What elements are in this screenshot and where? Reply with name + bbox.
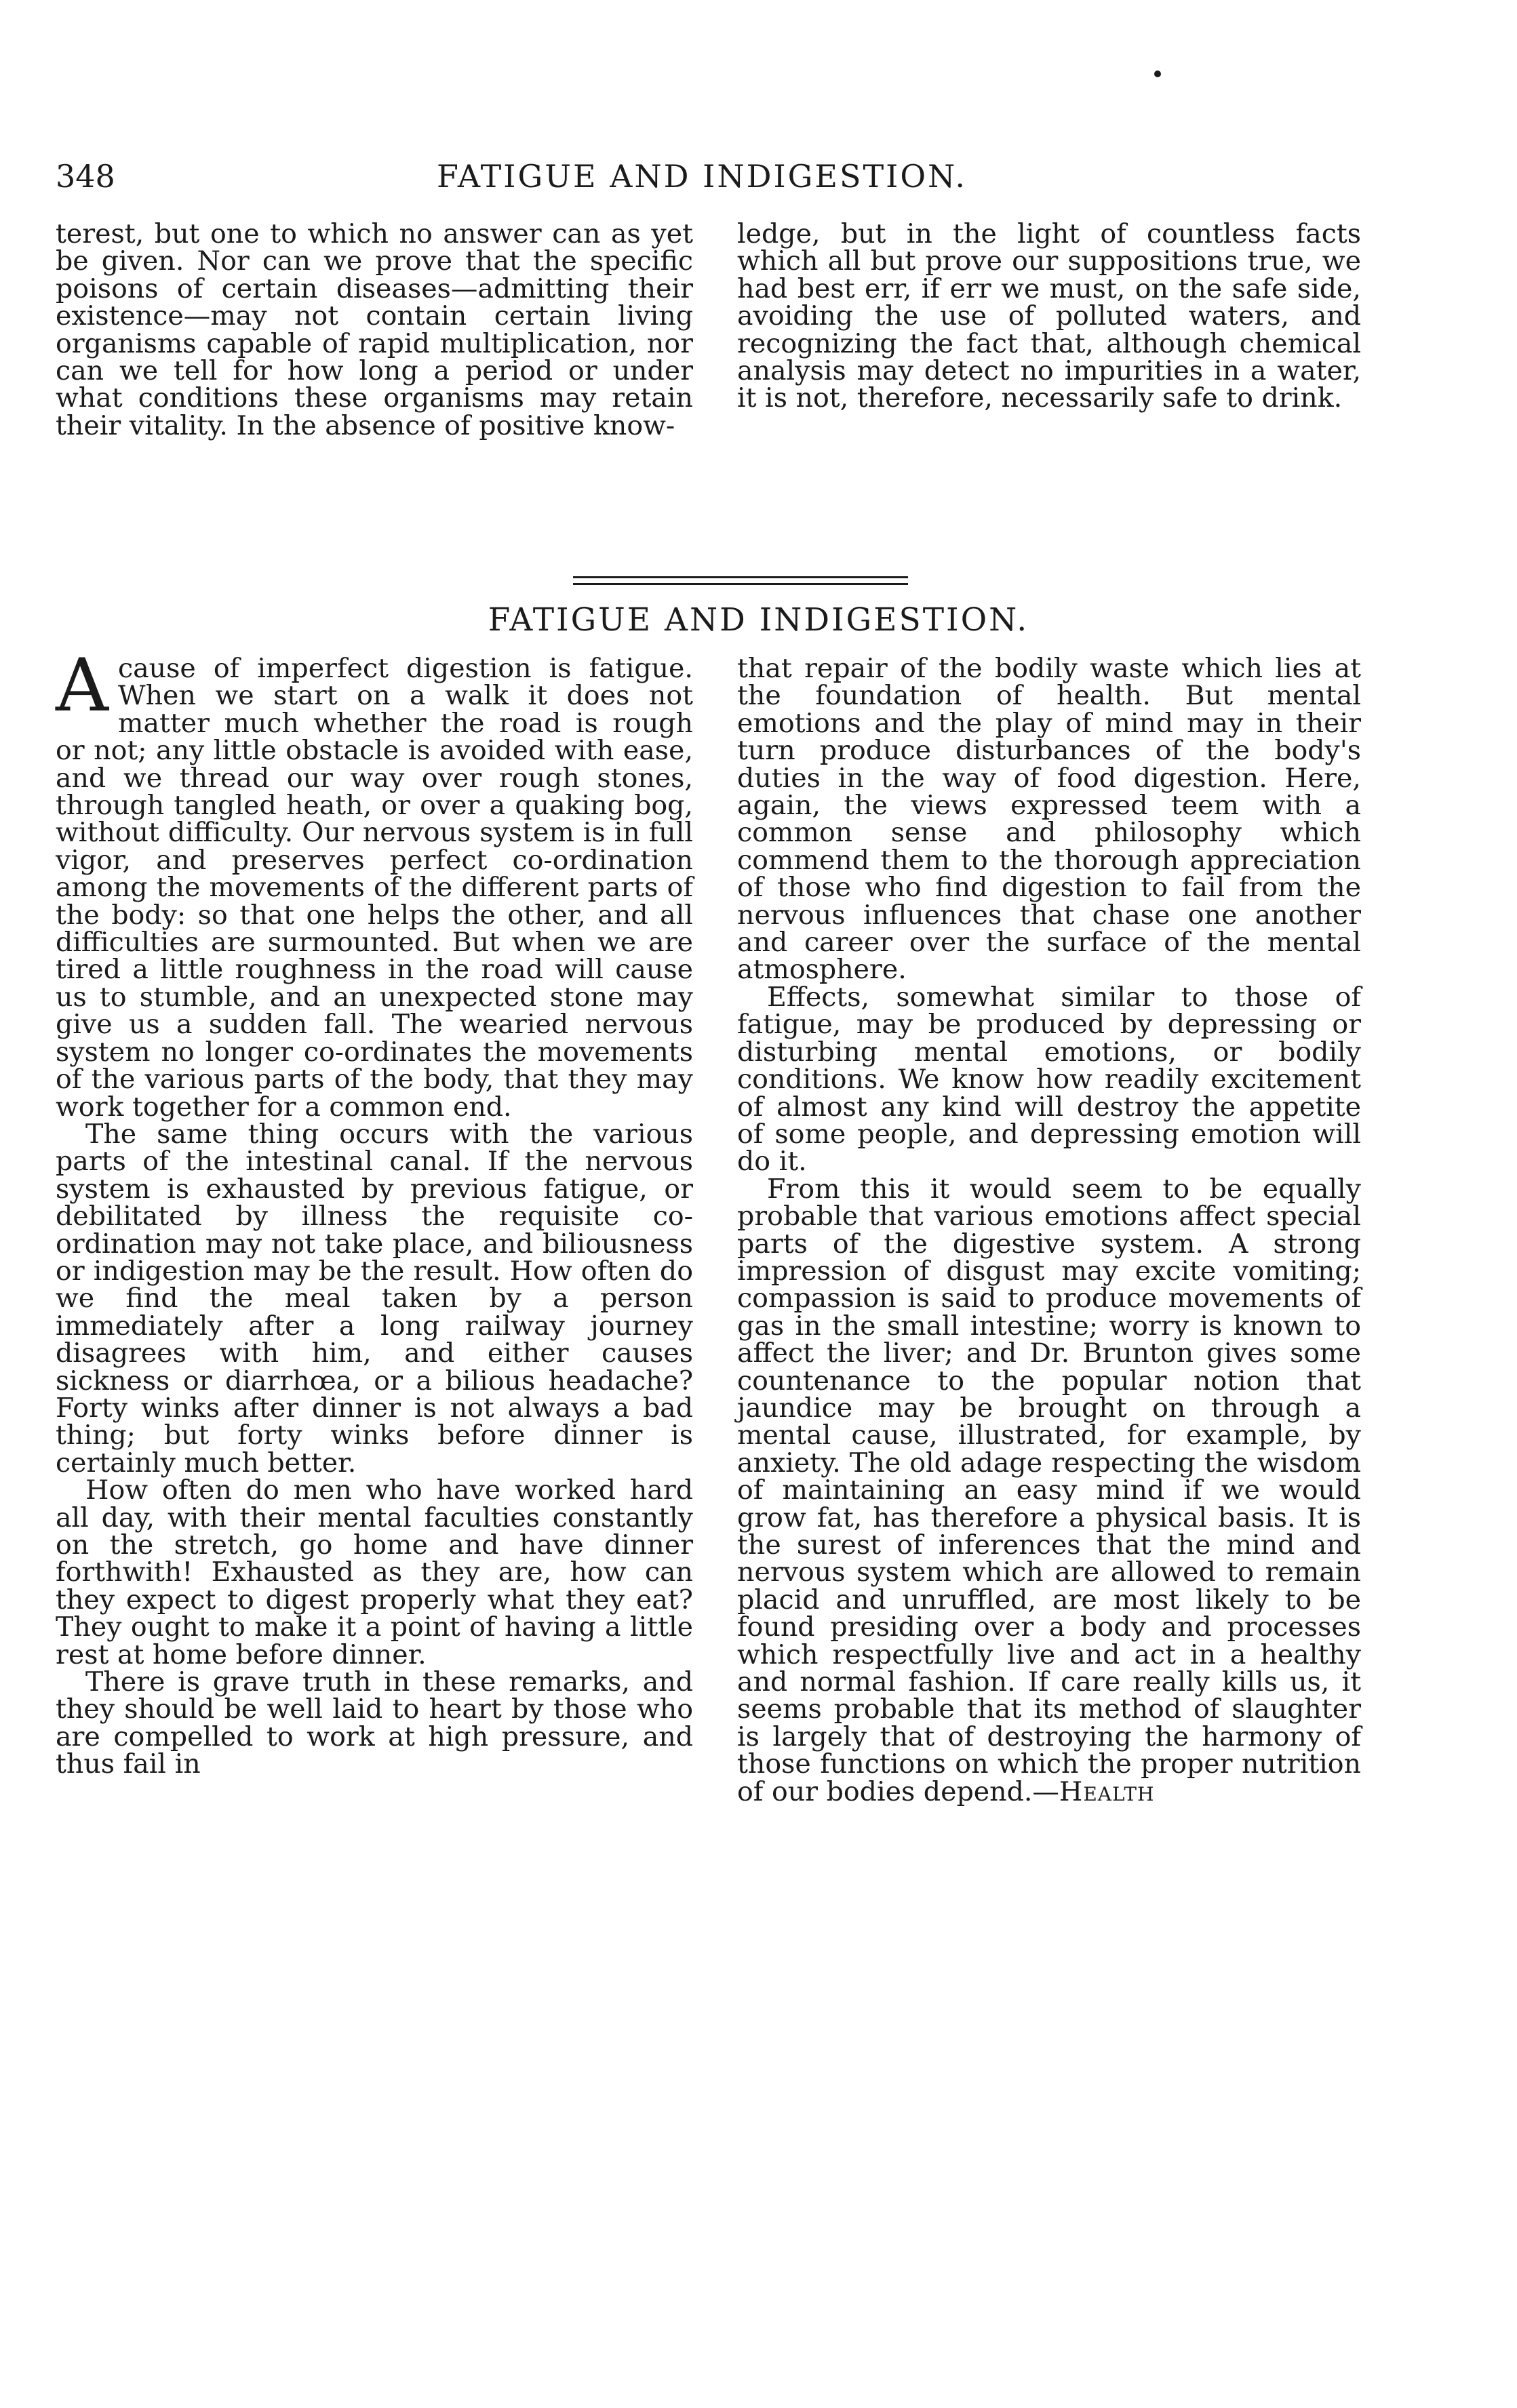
source-attribution: Health: [1059, 1775, 1155, 1807]
drop-cap: A: [56, 643, 109, 728]
article-paragraph: How often do men who have worked hard all day, with their mental faculties constantly on the stretch, go home and have dinner forthwith! Exhausted as they are, how can they expect to digest properly what they eat? They ought to make it a point of having a little rest at home before dinner.: [56, 1474, 693, 1670]
preceding-article-left-column: [56, 220, 693, 439]
running-header-title: FATIGUE AND INDIGESTION.: [437, 158, 967, 195]
article-left-column: [56, 643, 693, 1780]
article-paragraph: that repair of the bodily waste which lies at the foundation of health. But mental emotions and the play of mind may in their turn produce disturbances of the body's duties in the way of food digestion. Here, again, the views expressed teem with a common sense and philosophy which commend them to the thorough appreciation of those who find digestion to fail from the nervous influences that chase one another and career over the surface of the mental atmosphere.: [737, 653, 1361, 986]
ink-speck: [1154, 71, 1161, 77]
preceding-article-right-column: [737, 220, 1361, 412]
article-paragraph-text: cause of imperfect digestion is fatigue. When we start on a walk it does not matter much whether the road is rough or not; any little obstacle is avoided with ease, and we thread our way over rough stones, through tangled heath, or over a quaking bog, without difficulty. Our nervous system is in full vigor, and preserves perfect co-ordination among the movements of the different parts of the body: so that one helps the other, and all difficulties are surmounted. But when we are tired a little roughness in the road will cause us to stumble, and an unexpected stone may give us a sudden fall. The wearied nervous system no longer co-ordinates the movements of the various parts of the body, that they may work together for a common end.: [56, 653, 693, 1123]
preceding-article-text-right: ledge, but in the light of countless facts which all but prove our suppositions true, we had best err, if err we must, on the safe side, avoiding the use of polluted waters, and recognizing the fact that, although chemical analysis may detect no impurities in a water, it is not, therefore, necessarily safe to drink.: [737, 218, 1361, 414]
running-header: [56, 150, 1470, 202]
article-paragraph-text: From this it would seem to be equally probable that various emotions affect special parts of the digestive system. A strong impression of disgust may excite vomiting; compassion is said to produce movements of gas in the small intestine; worry is known to affect the liver; and Dr. Brunton gives some countenance to the popular notion that jaundice may be brought on through a mental cause, illustrated, for example, by anxiety. The old adage respecting the wisdom of maintaining an easy mind if we would grow fat, has therefore a physical basis. It is the surest of inferences that the mind and nervous system which are allowed to remain placid and unruffled, are most likely to be found presiding over a body and processes which respectfully live and act in a healthy and normal fashion. If care really kills us, it seems probable that its method of slaughter is largely that of destroying the harmony of those functions on which the proper nutrition of our bodies depend.—: [737, 1173, 1361, 1807]
page-number: 348: [56, 158, 115, 195]
article-paragraph: [737, 1173, 1361, 1807]
section-divider-rule: [573, 576, 908, 578]
section-divider-rule: [573, 583, 908, 585]
article-title: FATIGUE AND INDIGESTION.: [488, 601, 1029, 639]
preceding-article-text-left: terest, but one to which no answer can as yet be given. Nor can we prove that the specific poisons of certain diseases—admitting their existence—may not contain certain living organisms capable of rapid multiplication, nor can we tell for how long a period or under what conditions these organisms may retain their vitality. In the absence of positive know-: [56, 218, 693, 441]
article-paragraph: The same thing occurs with the various parts of the intestinal canal. If the nervous system is exhausted by previous fatigue, or debilitated by illness the requisite co-ordination may not take place, and biliousness or indigestion may be the result. How often do we find the meal taken by a person immediately after a long railway journey disagrees with him, and either causes sickness or diarrhœa, or a bilious headache? Forty winks after dinner is not always a bad thing; but forty winks before dinner is certainly much better.: [56, 1118, 693, 1479]
article-paragraph: [56, 643, 693, 1123]
article-right-column: [737, 655, 1361, 1805]
article-paragraph: There is grave truth in these remarks, and they should be well laid to heart by those who are compelled to work at high pressure, and thus fail in: [56, 1666, 693, 1780]
article-paragraph: Effects, somewhat similar to those of fatigue, may be produced by depressing or disturbing mental emotions, or bodily conditions. We know how readily excitement of almost any kind will destroy the appetite of some people, and depressing emotion will do it.: [737, 981, 1361, 1178]
